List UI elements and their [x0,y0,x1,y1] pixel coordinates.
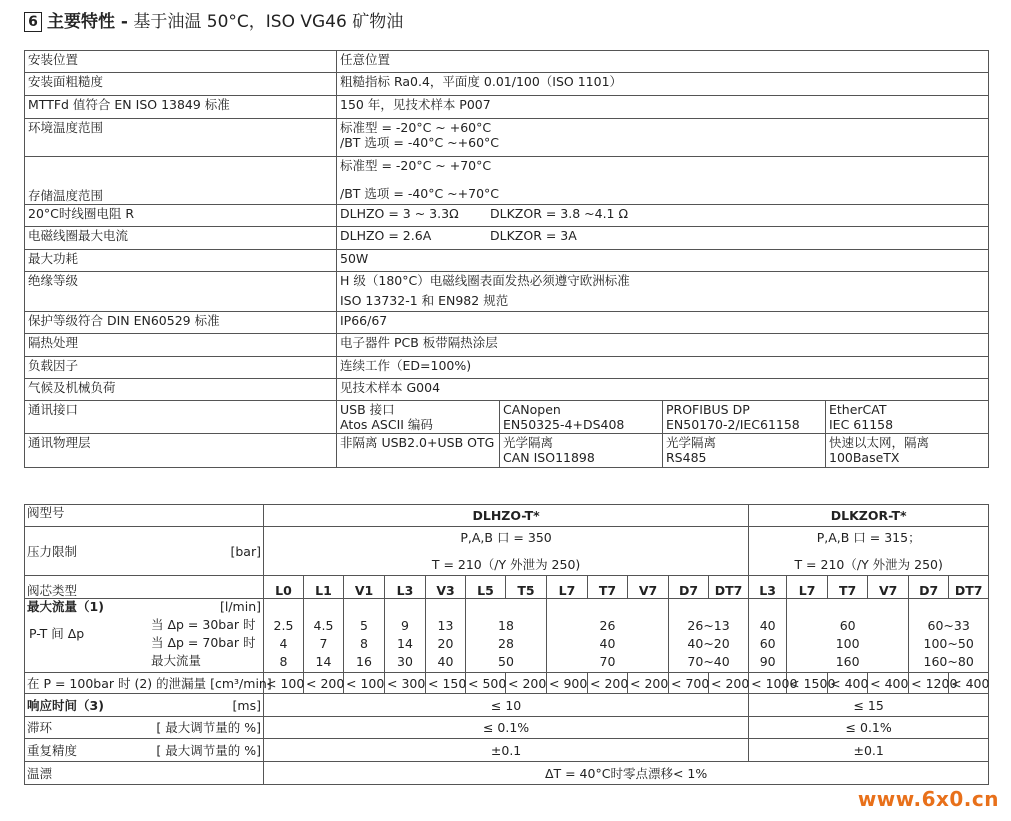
spec-row [25,157,989,205]
flow-value-cell [426,599,466,673]
repeatability-label-cell [25,739,264,762]
comm-row [25,434,989,468]
spec-value-line: ISO 13732-1 和 EN982 规范 [340,293,509,308]
spool-type-cell: DT7 [949,576,989,599]
spec-value: 粗糙指标 Ra0.4，平面度 0.01/100（ISO 1101） [337,73,989,96]
spool-type-cell: T7 [588,576,628,599]
section-heading [24,10,403,34]
spool-row [25,576,989,599]
leak-label: 在 P = 100bar 时 (2) 的泄漏量 [cm³/min] [25,673,264,694]
pressure-dlkzor [749,527,989,576]
section-title-bold: 主要特性 - [47,12,128,32]
leak-value-cell: < 200 [709,673,749,694]
flow-value-cell [669,599,749,673]
pressure-line: P,A,B 口 = 315； [816,530,921,545]
model-dlkzor: DLKZOR-T* [749,505,989,527]
spool-label: 阀芯类型 [25,576,264,599]
spool-type-cell: V7 [868,576,909,599]
spool-type-cell: L5 [466,576,506,599]
spec-value-line: /BT 选项 = -40°C ~+70°C [340,186,500,201]
spec-value: 电子器件 PCB 板带隔热涂层 [337,334,989,357]
flow-value: 90 [759,654,776,669]
comm-line: 100BaseTX [829,450,900,465]
flow-value: 18 [498,618,514,633]
flow-row-30bar: 当 Δp = 30bar 时 [151,617,256,632]
repeatability-dlkzor: ±0.1 [749,739,989,762]
flow-value-cell [264,599,304,673]
flow-value: 50 [498,654,514,669]
spec-value-b: DLKZOR = 3A [490,228,577,243]
spec-value-line: 标准型 = -20°C ~ +60°C [340,120,492,135]
spec-key: 隔热处理 [25,334,337,357]
spec-value-a: DLHZO = 3 ~ 3.3Ω [340,206,459,221]
response-dlkzor: ≤ 15 [749,694,989,717]
spec-row [25,205,989,227]
leak-value-cell: < 400 [828,673,868,694]
flow-value-cell [909,599,989,673]
spec-key: 安装位置 [25,51,337,73]
flow-value: 13 [437,618,454,633]
spec-value: 见技术样本 G004 [337,379,989,401]
repeatability-row [25,739,989,762]
comm-line: RS485 [666,450,707,465]
comm-cell [500,434,663,468]
leak-row [25,673,989,694]
leak-value-cell: < 150 [426,673,466,694]
hysteresis-row [25,717,989,739]
spec-key: 环境温度范围 [25,119,337,157]
flow-value: 40 [599,636,616,651]
flow-value: 28 [498,636,514,651]
spec-value [337,205,989,227]
pressure-line: T = 210（/Y 外泄为 250) [794,557,943,572]
hysteresis-label: 滞环 [27,720,53,735]
flow-value: 2.5 [273,618,294,633]
spool-type-cell: V7 [628,576,669,599]
flow-value-cell [749,599,787,673]
spec-row [25,96,989,119]
flow-value: 40~20 [687,636,730,651]
leak-value-cell: < 900 [547,673,588,694]
hysteresis-dlhzo: ≤ 0.1% [264,717,749,739]
hysteresis-unit: [ 最大调节量的 %] [156,720,261,735]
spec-row [25,250,989,272]
spec-row [25,51,989,73]
comm-cell [337,401,500,434]
spec-key: 电磁线圈最大电流 [25,227,337,250]
comm-line: CAN ISO11898 [503,450,595,465]
spool-type-cell: L3 [749,576,787,599]
drift-value: ΔT = 40°C时零点漂移< 1% [264,762,989,785]
pressure-row [25,527,989,576]
pressure-unit: [bar] [230,543,261,559]
pressure-label-cell [25,527,264,576]
leak-value-cell: < 200 [628,673,669,694]
spec-row [25,357,989,379]
flow-value: 4.5 [313,618,334,633]
flow-value: 40 [759,618,776,633]
spec-row [25,73,989,96]
pressure-label: 压力限制 [27,543,78,559]
comm-cell [826,434,989,468]
spec-value-a: DLHZO = 2.6A [340,228,432,243]
pressure-dlhzo [264,527,749,576]
comm-line: Atos ASCII 编码 [340,417,433,432]
flow-value: 4 [279,636,288,651]
response-label: 响应时间（3) [27,697,104,713]
flow-value-cell [385,599,426,673]
comm-line: 光学隔离 [666,435,717,450]
flow-value: 30 [397,654,413,669]
spool-type-cell: L0 [264,576,304,599]
comm-cell [500,401,663,434]
watermark: www.6x0.cn [857,787,999,811]
spec-value [337,119,989,157]
section-title-rest: 基于油温 50°C，ISO VG46 矿物油 [127,12,404,32]
flow-unit: [l/min] [219,599,261,614]
flow-label: 最大流量（1) [27,599,104,614]
leak-value-cell: < 500 [466,673,506,694]
spec-key: 负载因子 [25,357,337,379]
leak-value-cell: < 400 [949,673,989,694]
comm-line: 非隔离 USB2.0+USB OTG [340,435,495,450]
drift-row [25,762,989,785]
comm-cell [826,401,989,434]
spec-value: 150 年，见技术样本 P007 [337,96,989,119]
spec-row [25,334,989,357]
flow-value: 26 [599,618,616,633]
spec-key: MTTFd 值符合 EN ISO 13849 标准 [25,96,337,119]
flow-value: 60 [839,618,856,633]
flow-value: 8 [360,636,368,651]
spool-type-cell: L3 [385,576,426,599]
spec-row [25,312,989,334]
spool-type-cell: L1 [304,576,344,599]
flow-row-70bar: 当 Δp = 70bar 时 [151,635,256,650]
leak-value-cell: < 1000 [749,673,787,694]
spool-type-cell: DT7 [709,576,749,599]
comm-row [25,401,989,434]
spec-key: 绝缘等级 [25,272,337,312]
drift-label: 温漂 [25,762,264,785]
flow-value: 7 [319,636,328,651]
flow-value: 60 [759,636,776,651]
response-label-cell [25,694,264,717]
leak-value-cell: < 1500 [787,673,828,694]
pressure-line: P,A,B 口 = 350 [460,530,552,545]
comm-line: IEC 61158 [829,417,894,432]
flow-value: 20 [437,636,454,651]
pressure-line: T = 210（/Y 外泄为 250) [431,557,581,572]
flow-value: 8 [279,654,288,669]
spec-key: 安装面粗糙度 [25,73,337,96]
flow-value: 14 [397,636,413,651]
flow-value: 14 [315,654,332,669]
spec-key: 通讯物理层 [25,434,337,468]
spool-type-cell: V3 [426,576,466,599]
spec-key: 气候及机械负荷 [25,379,337,401]
flow-value: 5 [360,618,368,633]
spool-type-cell: T5 [506,576,547,599]
flow-value: 160 [835,654,860,669]
flow-value: 70~40 [687,654,730,669]
comm-line: 快速以太网，隔离 [829,435,930,450]
valve-type-label: 阀型号 [25,505,264,527]
leak-value-cell: < 200 [506,673,547,694]
comm-line: EN50170-2/IEC61158 [666,417,800,432]
flow-value-cell [787,599,909,673]
repeatability-label: 重复精度 [27,742,78,758]
hysteresis-dlkzor: ≤ 0.1% [749,717,989,739]
comm-line: USB 接口 [340,402,395,417]
leak-value-cell: < 100 [344,673,385,694]
comm-line: 光学隔离 [503,435,554,450]
spec-row [25,227,989,250]
leak-value-cell: < 200 [588,673,628,694]
leak-value-cell: < 400 [868,673,909,694]
response-dlhzo: ≤ 10 [264,694,749,717]
spec-key: 存储温度范围 [25,157,337,205]
flow-value-cell [547,599,669,673]
spool-type-cell: T7 [828,576,868,599]
spec-key: 20°C时线圈电阻 R [25,205,337,227]
comm-line: EtherCAT [829,402,887,417]
spec-value: 连续工作（ED=100%) [337,357,989,379]
flow-label-cell [25,599,264,673]
comm-line: PROFIBUS DP [666,402,750,417]
spec-value-line: 标准型 = -20°C ~ +70°C [340,158,492,173]
spool-type-cell: L7 [787,576,828,599]
flow-value-cell [466,599,547,673]
flow-value: 100 [835,636,860,651]
spec-value: 任意位置 [337,51,989,73]
comm-line: CANopen [503,402,561,417]
spec-value-b: DLKZOR = 3.8 ~4.1 Ω [490,206,629,221]
repeatability-dlhzo: ±0.1 [264,739,749,762]
flow-value-cell [344,599,385,673]
spec-value: 50W [337,250,989,272]
section-number: 6 [24,12,42,32]
flow-row [25,599,989,673]
spec-value-line: H 级（180°C）电磁线圈表面发热必须遵守欧洲标准 [340,273,630,288]
leak-value-cell: < 300 [385,673,426,694]
flow-row-max: 最大流量 [151,653,202,668]
repeatability-unit: [ 最大调节量的 %] [156,742,261,758]
leak-value-cell: < 1200 [909,673,949,694]
flow-value: 70 [599,654,616,669]
spec-value: IP66/67 [337,312,989,334]
flow-value: 100~50 [923,636,974,651]
comm-cell [663,401,826,434]
spec-key: 保护等级符合 DIN EN60529 标准 [25,312,337,334]
comm-line: EN50325-4+DS408 [503,417,625,432]
response-row [25,694,989,717]
spec-key: 最大功耗 [25,250,337,272]
spool-type-cell: V1 [344,576,385,599]
spec-value [337,227,989,250]
spool-type-cell: D7 [909,576,949,599]
pt-label: P-T 间 Δp [29,626,85,641]
flow-value: 160~80 [923,654,974,669]
performance-table [24,504,989,785]
flow-value-cell [304,599,344,673]
model-dlhzo: DLHZO-T* [264,505,749,527]
spec-value-line: /BT 选项 = -40°C ~+60°C [340,135,500,150]
comm-cell [337,434,500,468]
spool-type-cell: D7 [669,576,709,599]
spec-row [25,379,989,401]
flow-value: 60~33 [927,618,970,633]
flow-value: 9 [401,618,409,633]
model-row [25,505,989,527]
comm-cell [663,434,826,468]
spec-row [25,272,989,312]
spec-value [337,272,989,312]
response-unit: [ms] [232,697,261,713]
flow-value: 16 [356,654,372,669]
leak-value-cell: < 700 [669,673,709,694]
flow-value: 40 [437,654,454,669]
leak-value-cell: < 200 [304,673,344,694]
spec-key: 通讯接口 [25,401,337,434]
spool-type-cell: L7 [547,576,588,599]
flow-value: 26~13 [687,618,730,633]
hysteresis-label-cell [25,717,264,739]
spec-value [337,157,989,205]
spec-row [25,119,989,157]
leak-value-cell: < 100 [264,673,304,694]
spec-table [24,50,989,468]
